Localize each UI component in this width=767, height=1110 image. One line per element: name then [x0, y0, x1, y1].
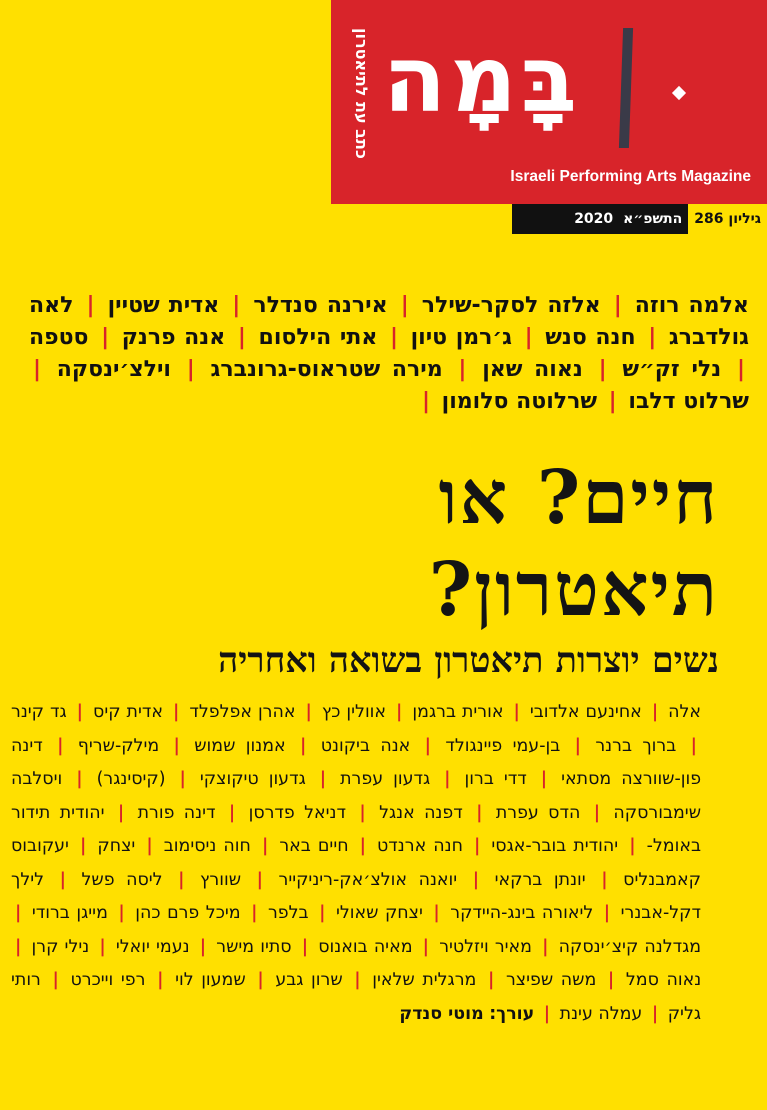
list-item: יונתן ברקאי: [494, 869, 586, 890]
separator: |: [57, 735, 64, 756]
separator: |: [319, 903, 326, 923]
separator: |: [199, 936, 207, 957]
list-item: גדעון טיקוצקי: [199, 769, 306, 789]
separator: |: [59, 869, 66, 890]
separator: |: [524, 325, 533, 350]
list-item: דינה פורת: [137, 802, 216, 823]
list-item: מייגן ברודי: [31, 903, 108, 923]
contributors-list: [11, 696, 701, 1031]
list-item: סתיו מישר: [216, 936, 292, 957]
list-item: דינה פון-שוורצה מסתאי: [11, 735, 702, 789]
list-item: שרלוטה סלומון: [441, 389, 597, 414]
list-item: לילך דקל-אבנרי: [11, 869, 701, 923]
list-item: יהודית תידור באומל-: [11, 802, 702, 856]
list-item: אורית ברגמן: [412, 702, 504, 722]
separator: |: [354, 970, 361, 990]
separator: |: [173, 735, 180, 756]
list-item: יואנה אולצ׳אק-ריניקייר: [278, 869, 458, 890]
logo-diamond-icon: [672, 86, 686, 100]
list-item: שמעון לוי: [175, 970, 246, 990]
separator: |: [256, 869, 263, 890]
title-line-1: חיים? או: [438, 455, 719, 541]
list-item: מגדלנה קיצ׳ינסקה: [558, 936, 702, 957]
list-item: ליסה פשל: [81, 869, 163, 890]
list-item: יעקובוס קאמבנליס: [11, 836, 702, 890]
list-item: לאה גולדברג: [29, 293, 749, 350]
featured-women-list: [29, 290, 749, 418]
separator: |: [15, 903, 22, 923]
separator: |: [300, 735, 307, 756]
list-item: גדעון עפרת: [340, 769, 431, 789]
separator: |: [542, 936, 549, 957]
list-item: אתי הילסום: [258, 325, 378, 350]
list-item: נלי זק״ש: [622, 357, 722, 382]
editor-label: עורך:: [489, 1003, 535, 1024]
list-item: מאיר ויזלטיר: [439, 936, 532, 957]
separator: |: [237, 325, 246, 350]
separator: |: [540, 769, 548, 789]
list-item: הדס עפרת: [495, 802, 581, 823]
issue-number: גיליון 286: [688, 204, 767, 234]
list-item: חנה ארנדט: [377, 836, 463, 856]
separator: |: [613, 293, 622, 318]
separator: |: [396, 702, 403, 722]
separator: |: [257, 970, 264, 990]
list-item: מאיה בואנוס: [318, 936, 413, 957]
editor-name: מוטי סנדק: [399, 1003, 484, 1024]
separator: |: [76, 702, 84, 722]
list-item: ויסלבה שימבורסקה: [11, 769, 702, 823]
issue-year: 2020: [574, 211, 614, 227]
list-item: אהרן אפלפלד: [189, 702, 296, 722]
separator: |: [359, 836, 366, 856]
issue-date: [512, 204, 688, 234]
separator: |: [651, 702, 659, 722]
list-item: שוורץ: [200, 869, 242, 890]
list-item: דדי ברון: [464, 769, 527, 789]
list-item: מרגלית שלאין: [372, 970, 477, 990]
cover-title: [19, 452, 719, 636]
separator: |: [472, 869, 480, 890]
separator: |: [543, 1003, 551, 1024]
separator: |: [608, 389, 617, 414]
list-item: רפי וייכרט: [70, 970, 146, 990]
separator: |: [186, 357, 195, 382]
separator: |: [179, 769, 186, 789]
list-item: יצחק שאולי: [336, 903, 423, 923]
list-item: אמנון שמוש: [194, 735, 286, 756]
separator: |: [172, 702, 180, 722]
list-item: נאוה שאן: [482, 357, 583, 382]
separator: |: [690, 735, 698, 756]
magazine-logo: [331, 0, 767, 204]
separator: |: [601, 869, 608, 890]
list-item: יהודית בובר-אגסי: [491, 836, 619, 856]
issue-bar: [512, 204, 767, 234]
title-line-2: תיאטרון?: [428, 547, 719, 633]
cover-subtitle: נשים יוצרות תיאטרון בשואה ואחריה: [218, 640, 719, 681]
list-item: שרון גבע: [275, 970, 343, 990]
separator: |: [232, 293, 241, 318]
list-item: מילק-שריף: [77, 735, 160, 756]
logo-hebrew-wordmark: בָּמָה: [383, 26, 581, 133]
separator: |: [513, 702, 520, 722]
list-item: אדית קיס: [93, 702, 163, 722]
separator: |: [228, 802, 236, 823]
separator: |: [101, 325, 110, 350]
list-item: אלה: [668, 702, 702, 722]
separator: |: [33, 357, 42, 382]
list-item: שרלוט דלבו: [628, 389, 749, 414]
list-item: אוולין כץ: [321, 702, 387, 722]
list-item: נעמי יואלי: [115, 936, 190, 957]
list-item: ג׳רמן טיון: [410, 325, 513, 350]
list-item: בלפר: [267, 903, 309, 923]
separator: |: [736, 357, 745, 382]
list-item: אלמה רוזה: [634, 293, 749, 318]
separator: |: [474, 836, 481, 856]
list-item: אדית שטיין: [107, 293, 220, 318]
separator: |: [301, 936, 309, 957]
separator: |: [76, 769, 83, 789]
separator: |: [458, 357, 467, 382]
list-item: עמלה עינת: [559, 1003, 643, 1024]
list-item: מיכל פרם כהן: [135, 903, 241, 923]
logo-stroke-mark: [619, 28, 633, 148]
list-item: נאוה סמל: [625, 970, 702, 990]
issue-hebrew-year: התשפ״א: [623, 211, 683, 227]
separator: |: [400, 293, 409, 318]
separator: |: [146, 836, 153, 856]
separator: |: [648, 325, 657, 350]
separator: |: [261, 836, 269, 856]
list-item: אנה ביקונט: [320, 735, 411, 756]
separator: |: [319, 769, 327, 789]
list-item: רותי גליק: [11, 970, 701, 1024]
list-item: חנה סנש: [545, 325, 636, 350]
separator: |: [444, 769, 451, 789]
list-item: אחינעם אלדובי: [529, 702, 642, 722]
separator: |: [117, 802, 125, 823]
list-item: בן-עמי פיינגולד: [445, 735, 561, 756]
separator: |: [178, 869, 185, 890]
list-item: חוה ניסימוב: [163, 836, 251, 856]
list-item: ליאורה בינג-היידקר: [450, 903, 594, 923]
separator: |: [476, 802, 483, 823]
list-item: אנה פרנק: [121, 325, 226, 350]
separator: |: [359, 802, 366, 823]
list-item: מירה שטראוס-גרונברג: [210, 357, 443, 382]
separator: |: [593, 802, 601, 823]
separator: |: [424, 735, 432, 756]
separator: |: [79, 836, 87, 856]
list-item: אירנה סנדלר: [253, 293, 388, 318]
list-item: ברוך ברנר: [595, 735, 677, 756]
separator: |: [607, 970, 615, 990]
separator: |: [603, 903, 611, 923]
separator: |: [421, 389, 430, 414]
separator: |: [251, 903, 258, 923]
separator: |: [86, 293, 95, 318]
separator: |: [433, 903, 440, 923]
separator: |: [422, 936, 430, 957]
separator: |: [651, 1003, 659, 1024]
separator: |: [99, 936, 106, 957]
separator: |: [157, 970, 164, 990]
separator: |: [629, 836, 636, 856]
logo-english-name: Israeli Performing Arts Magazine: [510, 168, 751, 185]
list-item: גד קינר: [11, 702, 67, 722]
separator: |: [15, 936, 22, 957]
list-item: וילצ׳ינסקה: [56, 357, 171, 382]
list-item: אלזה לסקר-שילר: [421, 293, 601, 318]
separator: |: [118, 903, 125, 923]
list-item: יצחק: [97, 836, 136, 856]
separator: |: [598, 357, 607, 382]
list-item: נילי קרן: [31, 936, 90, 957]
separator: |: [389, 325, 398, 350]
separator: |: [574, 735, 581, 756]
separator: |: [305, 702, 312, 722]
separator: |: [52, 970, 59, 990]
list-item: (קיסינגר): [96, 769, 166, 789]
list-item: דפנה אנגל: [379, 802, 463, 823]
list-item: משה שפיצר: [505, 970, 597, 990]
list-item: חיים באר: [279, 836, 349, 856]
list-item: דניאל פדרסן: [248, 802, 346, 823]
separator: |: [487, 970, 495, 990]
logo-subtitle: כתב עת לתיאטרון: [352, 28, 371, 159]
list-item: סטפה: [29, 325, 89, 350]
